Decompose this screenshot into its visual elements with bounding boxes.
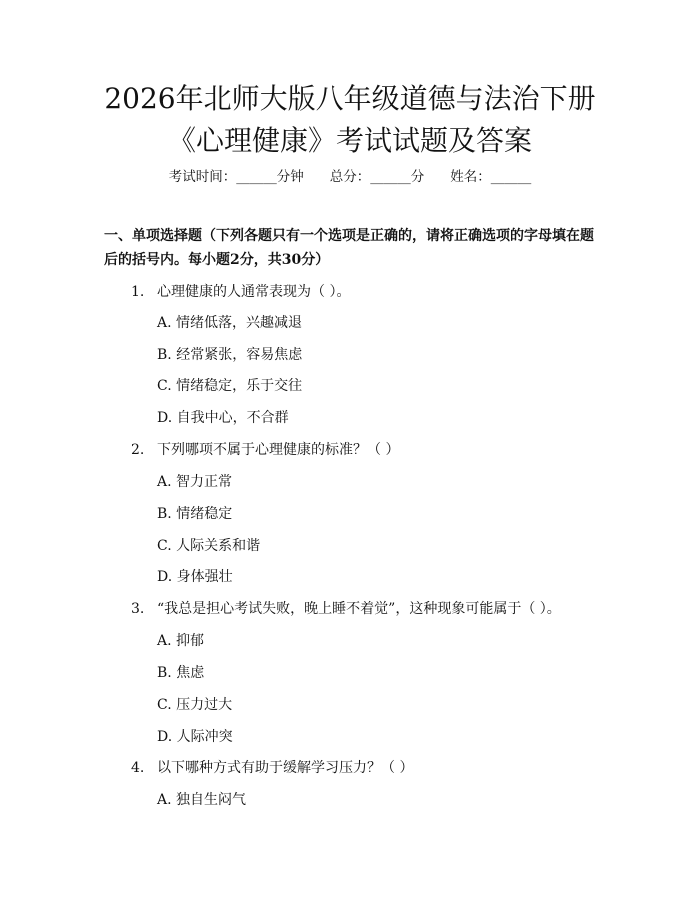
question-item bbox=[131, 758, 611, 778]
question-text: 以下哪种方式有助于缓解学习压力？（ ） bbox=[157, 760, 414, 776]
option-item: A. 抑郁 bbox=[157, 633, 205, 649]
section-heading: 一、单项选择题（下列各题只有一个选项是正确的，请将正确选项的字母填在题后的括号内。每小题2分，共30分） bbox=[104, 228, 594, 268]
question-number: 1. bbox=[131, 284, 145, 300]
total-score-field: 总分：______分 bbox=[329, 169, 425, 185]
option-item: D. 人际冲突 bbox=[157, 729, 233, 745]
option-item: B. 经常紧张，容易焦虑 bbox=[157, 347, 303, 363]
document-title: 2026年北师大版八年级道德与法治下册《心理健康》考试试题及答案 bbox=[104, 82, 596, 157]
question-number: 2. bbox=[131, 442, 145, 458]
name-field: 姓名：______ bbox=[450, 169, 532, 185]
option-item: C. 人际关系和谐 bbox=[157, 538, 261, 554]
question-item bbox=[131, 282, 611, 302]
option-item: C. 情绪稳定，乐于交往 bbox=[157, 378, 303, 394]
option-item: B. 情绪稳定 bbox=[157, 506, 233, 522]
question-number: 4. bbox=[131, 760, 145, 776]
question-item bbox=[131, 440, 611, 460]
option-item: D. 身体强壮 bbox=[157, 569, 233, 585]
option-item: C. 压力过大 bbox=[157, 697, 233, 713]
option-item: A. 独自生闷气 bbox=[157, 792, 247, 808]
option-item: B. 焦虑 bbox=[157, 665, 205, 681]
exam-meta bbox=[0, 167, 700, 187]
option-item: D. 自我中心，不合群 bbox=[157, 410, 289, 426]
option-item: A. 智力正常 bbox=[157, 474, 233, 490]
question-text: 下列哪项不属于心理健康的标准？（ ） bbox=[157, 442, 400, 458]
option-item: A. 情绪低落，兴趣减退 bbox=[157, 315, 303, 331]
question-number: 3. bbox=[131, 601, 145, 617]
question-item bbox=[131, 599, 611, 619]
question-text: “我总是担心考试失败，晚上睡不着觉”，这种现象可能属于（ ）。 bbox=[157, 601, 561, 617]
exam-time-field: 考试时间：______分钟 bbox=[168, 169, 304, 185]
question-text: 心理健康的人通常表现为（ ）。 bbox=[157, 284, 351, 300]
